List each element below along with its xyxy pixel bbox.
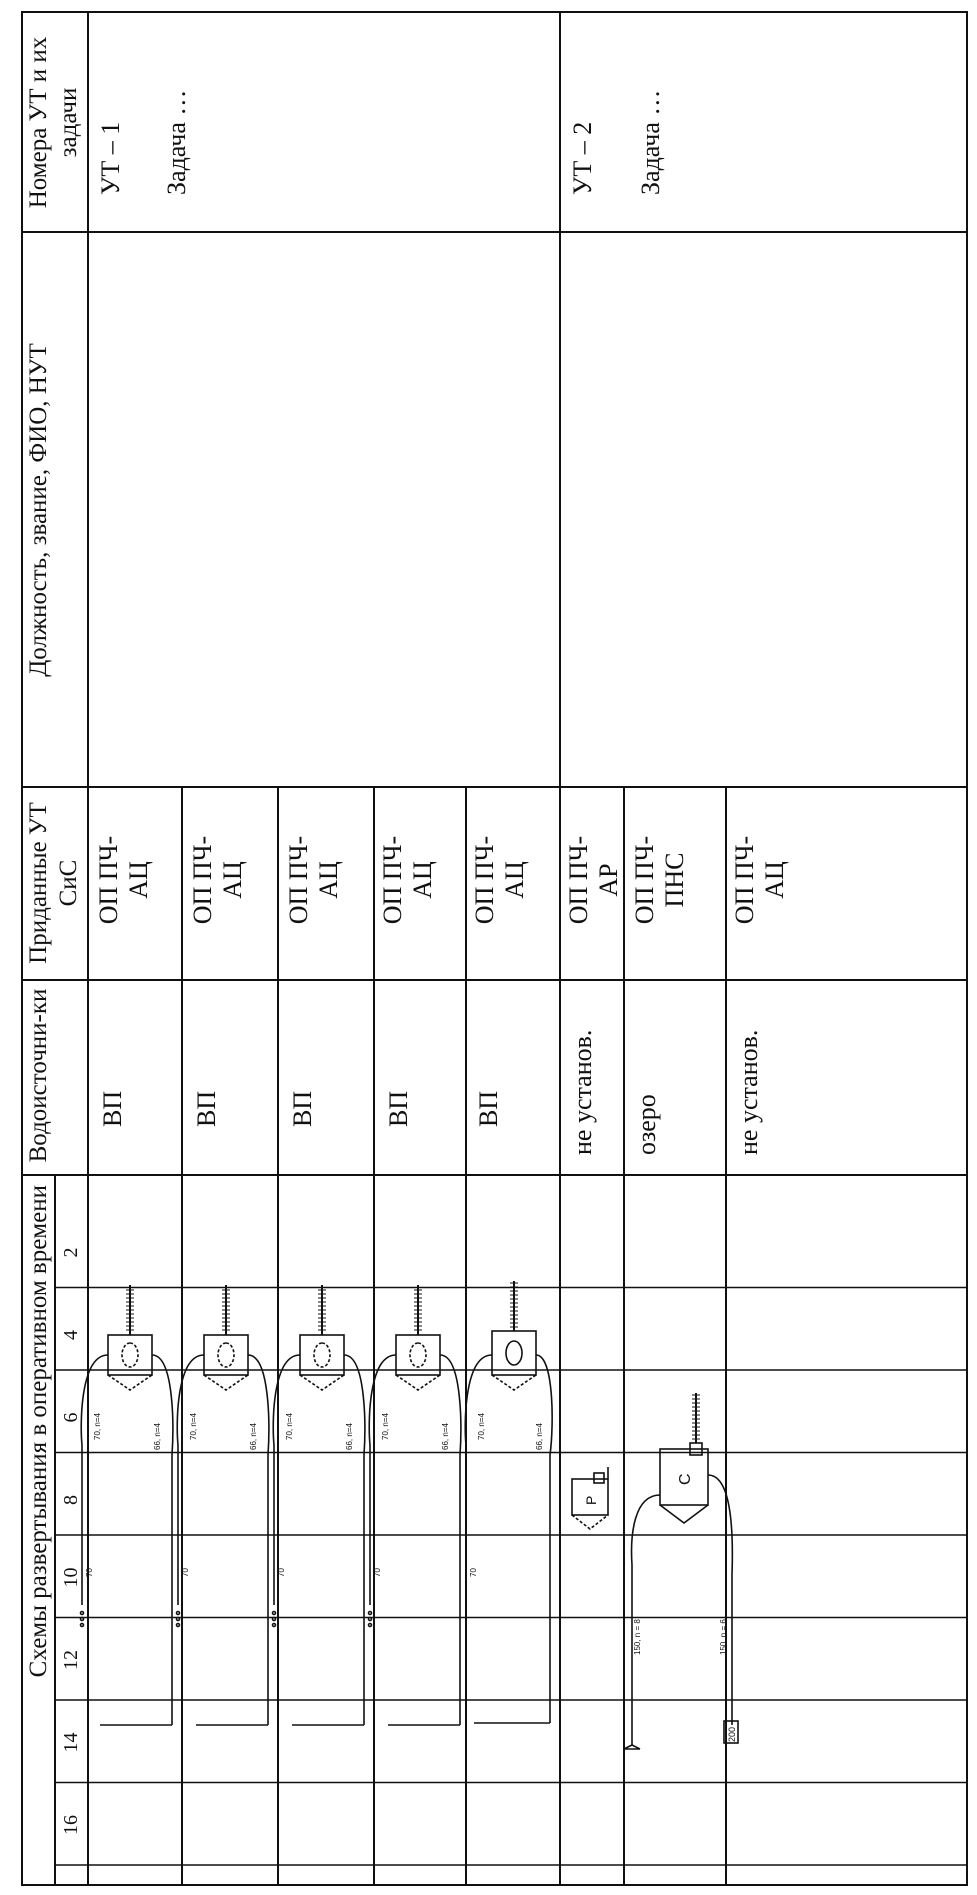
nozzle-dot [81, 1618, 84, 1621]
ut1-label: УТ – 1 [96, 121, 125, 195]
header-water: Водоисточни-ки [25, 988, 52, 1163]
pump-icon [314, 1343, 330, 1367]
pump-hose-lower [708, 1475, 732, 1725]
hose-line-lower [440, 1355, 461, 1725]
pump-station-cab-icon [660, 1505, 708, 1523]
water-cell: ВП [288, 1090, 317, 1127]
water-cell: не установ. [734, 1029, 763, 1155]
hose-label: 70 [85, 1568, 94, 1577]
time-tick-label: 12 [60, 1650, 82, 1670]
truck-cab-icon [204, 1375, 248, 1390]
header-position: Должность, звание, ФИО, НУТ [25, 343, 52, 677]
unit-cell: ОП ПЧ-АЦ [730, 835, 789, 925]
hose-label: 66, n=4 [535, 1423, 544, 1450]
hose-line-lower [152, 1355, 173, 1725]
hose-label: 70 [373, 1568, 382, 1577]
fire-truck-icon [300, 1335, 344, 1375]
hose-label: 66, n=4 [345, 1423, 354, 1450]
pump-icon [218, 1343, 234, 1367]
unit-cell: ОП ПЧ-АЦ [378, 835, 437, 925]
pump-icon [122, 1343, 138, 1367]
hose-label: 66, n=4 [153, 1423, 162, 1450]
hose-label: 70, n=4 [477, 1413, 486, 1440]
ut2-label: УТ – 2 [568, 121, 597, 195]
truck-cab-icon [492, 1375, 536, 1390]
unit-cell: ОП ПЧ-АЦ [470, 835, 529, 925]
header-units: Приданные УТ СиС [25, 802, 82, 964]
pump-box-label: 200 [727, 1726, 737, 1742]
time-tick-label: 2 [60, 1247, 82, 1258]
branch-icon [624, 1745, 640, 1749]
nozzle-dot [177, 1624, 180, 1627]
time-tick-label: 4 [60, 1330, 82, 1340]
unit-cell: ОП ПЧ-ПНС [630, 835, 689, 925]
unit-cell: ОП ПЧ-АЦ [284, 835, 343, 925]
hose-line-lower [248, 1355, 269, 1725]
nozzle-dot [273, 1612, 276, 1615]
hose-line-lower [344, 1355, 365, 1725]
hose-label: 70 [277, 1568, 286, 1577]
hose-label: 70 [181, 1568, 190, 1577]
time-tick-label: 6 [60, 1412, 82, 1423]
hose-label: 70, n=4 [381, 1413, 390, 1440]
nozzle-dot [177, 1618, 180, 1621]
time-tick-label: 16 [60, 1815, 82, 1835]
ut2-task: Задача … [636, 89, 665, 195]
vehicle-r-label: Р [583, 1495, 599, 1505]
hose-label: 66, n=4 [249, 1423, 258, 1450]
hose-line-lower [536, 1355, 552, 1723]
unit-cell: ОП ПЧ-АЦ [188, 835, 247, 925]
pump-hose-label: 150, n = 6 [719, 1619, 728, 1655]
time-tick-label: 10 [60, 1567, 82, 1588]
ut1-task: Задача … [162, 89, 191, 195]
pump-hose-label: 150, n = 8 [633, 1619, 642, 1655]
nozzle-dot [273, 1618, 276, 1621]
pump-icon [506, 1341, 522, 1365]
hose-label: 70, n=4 [93, 1413, 102, 1440]
hose-label: 70, n=4 [285, 1413, 294, 1440]
hose-label: 66, n=4 [441, 1423, 450, 1450]
time-tick-label: 14 [60, 1732, 82, 1753]
fire-truck-icon [396, 1335, 440, 1375]
truck-cab-icon [396, 1375, 440, 1390]
vehicle-cab-icon [572, 1515, 608, 1529]
nozzle-dot [273, 1624, 276, 1627]
header-ut: Номера УТ и их задачи [25, 36, 82, 209]
nozzle-dot [369, 1624, 372, 1627]
vehicle-marker-icon [594, 1473, 604, 1483]
time-tick-label: 8 [60, 1495, 82, 1505]
fire-truck-icon [204, 1335, 248, 1375]
fire-truck-icon [108, 1335, 152, 1375]
hose-label: 70, n=4 [189, 1413, 198, 1440]
nozzle-dot [81, 1624, 84, 1627]
truck-cab-icon [300, 1375, 344, 1390]
water-cell: озеро [632, 1094, 661, 1155]
nozzle-dot [369, 1618, 372, 1621]
unit-cell: ОП ПЧ-АЦ [94, 835, 153, 925]
water-cell: ВП [384, 1090, 413, 1127]
pump-icon [410, 1343, 426, 1367]
hose-label: 70 [469, 1568, 478, 1577]
unit-cell: ОП ПЧ-АР [564, 835, 623, 925]
header-schemes: Схемы развертывания в оперативном времени [25, 1185, 52, 1678]
water-cell: ВП [474, 1090, 503, 1127]
nozzle-dot [369, 1612, 372, 1615]
water-cell: не установ. [568, 1029, 597, 1155]
water-cell: ВП [98, 1090, 127, 1127]
nozzle-dot [81, 1612, 84, 1615]
water-cell: ВП [192, 1090, 221, 1127]
truck-cab-icon [108, 1375, 152, 1390]
fire-truck-icon [492, 1331, 536, 1375]
nozzle-dot [177, 1612, 180, 1615]
vehicle-s-label: С [677, 1473, 694, 1485]
